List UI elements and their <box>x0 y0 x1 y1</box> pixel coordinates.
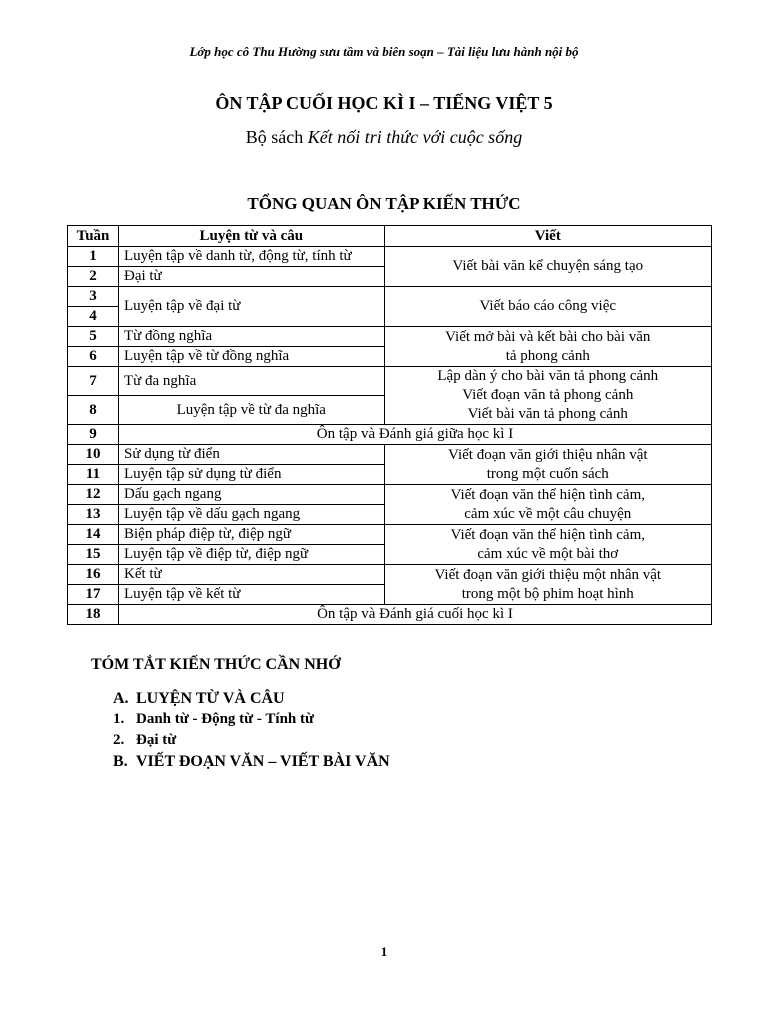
writing-line: Viết đoạn văn thể hiện tình cảm, <box>450 486 645 503</box>
list-item <box>113 751 390 772</box>
writing-line: Viết mở bài và kết bài cho bài văn <box>445 328 651 345</box>
week-cell: 1 <box>68 247 119 267</box>
table-row <box>68 525 712 545</box>
list-item <box>113 730 390 751</box>
table-header-row <box>68 226 712 247</box>
column-header-week: Tuần <box>68 226 119 247</box>
week-cell: 6 <box>68 347 119 367</box>
writing-line: Viết đoạn văn giới thiệu nhân vật <box>448 446 648 463</box>
lesson-cell: Biện pháp điệp từ, điệp ngữ <box>118 525 384 545</box>
review-cell: Ôn tập và Đánh giá giữa học kì I <box>118 425 711 445</box>
week-cell: 10 <box>68 445 119 465</box>
list-item <box>113 709 390 730</box>
week-cell: 12 <box>68 485 119 505</box>
week-cell: 5 <box>68 327 119 347</box>
week-cell: 18 <box>68 605 119 625</box>
page-number: 1 <box>380 944 388 959</box>
list-marker: 1. <box>113 711 125 727</box>
document-subtitle <box>0 127 768 148</box>
writing-line: cảm xúc về một câu chuyện <box>464 505 632 522</box>
list-item <box>113 688 390 709</box>
book-series-name: Kết nối tri thức với cuộc sống <box>307 127 523 147</box>
lesson-cell: Luyện tập về từ đa nghĩa <box>118 396 384 425</box>
overview-table <box>67 225 712 625</box>
table-row <box>68 287 712 307</box>
document-title: ÔN TẬP CUỐI HỌC KÌ I – TIẾNG VIỆT 5 <box>215 93 553 113</box>
lesson-cell: Luyện tập về danh từ, động từ, tính từ <box>118 247 384 267</box>
writing-cell <box>384 445 711 485</box>
writing-line: Viết bài văn tả phong cảnh <box>467 406 628 422</box>
week-cell: 13 <box>68 505 119 525</box>
writing-cell <box>384 367 711 425</box>
subtitle-prefix: Bộ sách <box>245 127 308 147</box>
table-row <box>68 327 712 347</box>
week-cell: 15 <box>68 545 119 565</box>
table-row <box>68 445 712 465</box>
week-cell: 17 <box>68 585 119 605</box>
writing-cell <box>384 327 711 367</box>
table-row <box>68 565 712 585</box>
week-cell: 4 <box>68 307 119 327</box>
week-cell: 11 <box>68 465 119 485</box>
writing-line: trong một cuốn sách <box>486 465 609 482</box>
column-header-lesson: Luyện từ và câu <box>118 226 384 247</box>
list-item-text: Đại từ <box>136 732 177 748</box>
table-row <box>68 485 712 505</box>
week-cell: 16 <box>68 565 119 585</box>
list-marker: 2. <box>113 732 125 748</box>
writing-line: Lập dàn ý cho bài văn tả phong cảnh <box>437 368 659 384</box>
writing-line: Viết đoạn văn giới thiệu một nhân vật <box>434 566 662 583</box>
writing-cell <box>384 485 711 525</box>
running-head: Lớp học cô Thu Hường sưu tầm và biên soạn – Tài liệu lưu hành nội bộ <box>189 44 579 59</box>
week-cell: 3 <box>68 287 119 307</box>
writing-line: trong một bộ phim hoạt hình <box>461 585 634 602</box>
writing-cell: Viết bài văn kể chuyện sáng tạo <box>384 247 711 287</box>
list-item-text: VIẾT ĐOẠN VĂN – VIẾT BÀI VĂN <box>136 753 390 770</box>
week-cell: 8 <box>68 396 119 425</box>
writing-cell <box>384 525 711 565</box>
overview-heading: TỔNG QUAN ÔN TẬP KIẾN THỨC <box>247 194 521 213</box>
writing-line: cảm xúc về một bài thơ <box>477 545 619 562</box>
list-item-text: Danh từ - Động từ - Tính từ <box>136 711 315 727</box>
lesson-cell: Luyện tập về điệp từ, điệp ngữ <box>118 545 384 565</box>
review-cell: Ôn tập và Đánh giá cuối học kì I <box>118 605 711 625</box>
writing-line: Viết đoạn văn thể hiện tình cảm, <box>450 526 645 543</box>
list-marker: A. <box>113 690 129 707</box>
lesson-cell: Luyện tập về từ đồng nghĩa <box>118 347 384 367</box>
list-item-text: LUYỆN TỪ VÀ CÂU <box>136 690 285 707</box>
table-row <box>68 425 712 445</box>
table-row <box>68 605 712 625</box>
lesson-cell: Luyện tập về đại từ <box>118 287 384 327</box>
writing-cell <box>384 565 711 605</box>
lesson-cell: Dấu gạch ngang <box>118 485 384 505</box>
week-cell: 2 <box>68 267 119 287</box>
summary-heading: TÓM TẮT KIẾN THỨC CẦN NHỚ <box>91 656 341 673</box>
table-row <box>68 367 712 396</box>
lesson-cell: Từ đa nghĩa <box>118 367 384 396</box>
lesson-cell: Kết từ <box>118 565 384 585</box>
week-cell: 14 <box>68 525 119 545</box>
summary-list <box>113 688 390 772</box>
table-row <box>68 247 712 267</box>
lesson-cell: Luyện tập về kết từ <box>118 585 384 605</box>
column-header-writing: Viết <box>384 226 711 247</box>
lesson-cell: Từ đồng nghĩa <box>118 327 384 347</box>
writing-cell: Viết báo cáo công việc <box>384 287 711 327</box>
lesson-cell: Luyện tập sử dụng từ điển <box>118 465 384 485</box>
week-cell: 7 <box>68 367 119 396</box>
writing-line: Viết đoạn văn tả phong cảnh <box>462 387 634 403</box>
lesson-cell: Sử dụng từ điển <box>118 445 384 465</box>
writing-line: tả phong cảnh <box>505 347 590 364</box>
list-marker: B. <box>113 753 128 770</box>
week-cell: 9 <box>68 425 119 445</box>
lesson-cell: Luyện tập về dấu gạch ngang <box>118 505 384 525</box>
lesson-cell: Đại từ <box>118 267 384 287</box>
